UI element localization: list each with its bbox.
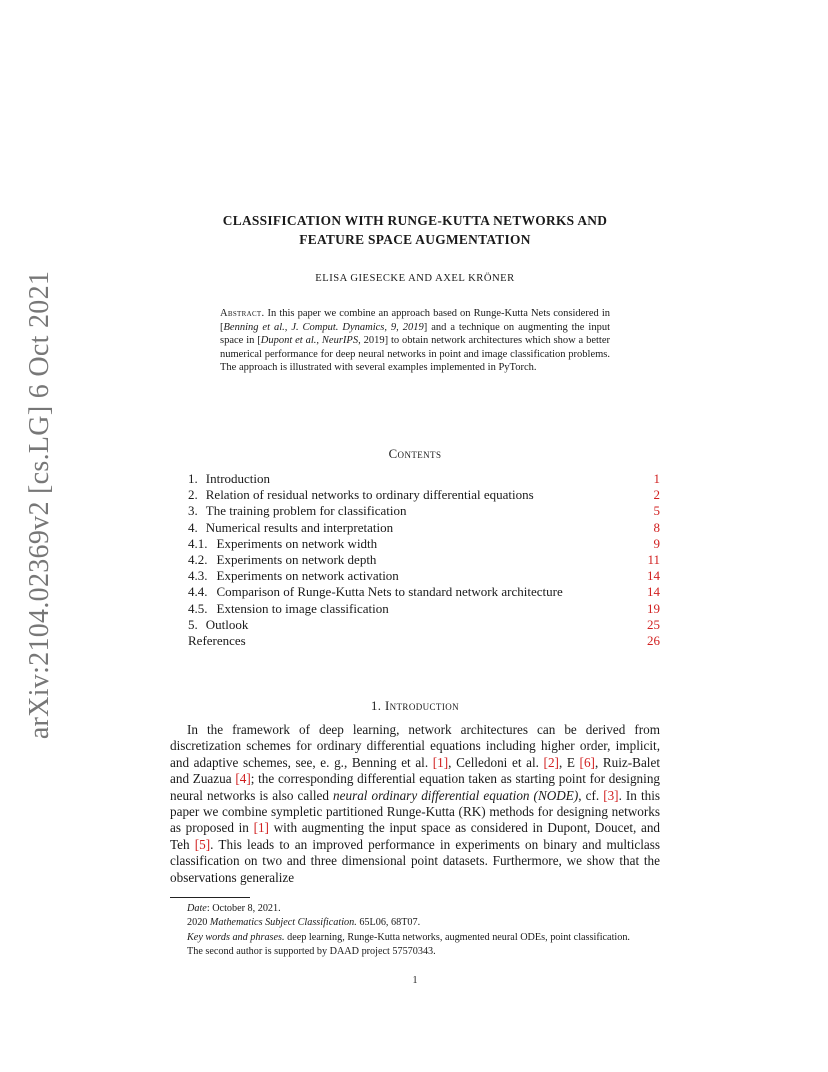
toc-entry-page-link[interactable]: 19 bbox=[647, 600, 660, 616]
toc-entry-number: 2. bbox=[188, 487, 198, 503]
toc-entry-page-link[interactable]: 14 bbox=[647, 584, 660, 600]
abstract-citation-1: Benning et al., J. Comput. Dynamics, 9, 2019 bbox=[223, 321, 424, 333]
intro-text: with augmenting the input space as considered in Dupont, Doucet, and Teh bbox=[170, 820, 661, 852]
section-heading-introduction: 1. Introduction bbox=[370, 699, 460, 713]
footnote-date-value: : October 8, 2021. bbox=[206, 903, 281, 914]
intro-text: , Celledoni et al. bbox=[448, 754, 544, 770]
toc-subentry bbox=[188, 568, 660, 584]
intro-emphasis: neural ordinary differential equation (NODE) bbox=[333, 787, 579, 803]
contents-heading: Contents bbox=[388, 447, 442, 461]
toc-entry bbox=[188, 617, 660, 633]
toc-entry-page-link[interactable]: 1 bbox=[653, 471, 660, 487]
intro-text: , cf. bbox=[578, 787, 604, 803]
toc-entry-title: Numerical results and interpretation bbox=[205, 519, 394, 535]
footnote-divider bbox=[170, 897, 250, 898]
footnote-date-label: Date bbox=[187, 903, 207, 914]
abstract-text-1: In this paper we combine an approach based on Runge-Kutta Nets considered in [ bbox=[220, 308, 610, 333]
toc-entry-title: Experiments on network width bbox=[216, 535, 378, 551]
toc-entry-title: Experiments on network activation bbox=[216, 568, 399, 584]
footnote-date bbox=[170, 902, 660, 916]
footnote-keywords bbox=[170, 931, 660, 945]
toc-entry-number: 4. bbox=[188, 519, 198, 535]
toc-entry-number: 1. bbox=[188, 471, 198, 487]
toc-entry-number: 4.2. bbox=[188, 552, 208, 568]
toc-entry-page-link[interactable]: 25 bbox=[647, 616, 660, 632]
intro-text: . In this paper we combine sympletic partitioned Runge-Kutta (RK) methods for designing networks as proposed in bbox=[170, 787, 660, 836]
page-number: 1 bbox=[412, 975, 418, 986]
toc-entry-page-link[interactable]: 26 bbox=[647, 632, 660, 648]
toc-entry-number: 5. bbox=[188, 616, 198, 632]
title-line-2: FEATURE SPACE AUGMENTATION bbox=[299, 232, 531, 247]
toc-subentry bbox=[188, 601, 660, 617]
introduction-paragraph bbox=[170, 722, 660, 886]
paper-title bbox=[170, 211, 660, 249]
toc-entry-page-link[interactable]: 8 bbox=[653, 519, 660, 535]
toc-entry bbox=[188, 487, 660, 503]
intro-text: . This leads to an improved performance in experiments on binary and multiclass classification on two and three dimensional point datasets. Furthermore, we show that the observations generalize bbox=[170, 836, 660, 885]
author-names: ELISA GIESECKE AND AXEL KRÖNER bbox=[315, 273, 515, 284]
toc-entry-title: Extension to image classification bbox=[216, 600, 389, 616]
toc-entry-page-link[interactable]: 9 bbox=[653, 535, 660, 551]
abstract-text-2: ] and a technique on augmenting the input space in [ bbox=[220, 321, 611, 347]
footnote-msc bbox=[170, 916, 660, 930]
intro-text: In the framework of deep learning, network architectures can be derived from discretization schemes for ordinary differential equations including higher order, implicit, and adaptive schemes, see, e. g., Benning et al. bbox=[170, 722, 660, 770]
intro-text: , E bbox=[558, 754, 580, 770]
toc-entry-title: Experiments on network depth bbox=[216, 552, 377, 568]
toc-entry-page-link[interactable]: 5 bbox=[653, 503, 660, 519]
toc-entry-number: 4.1. bbox=[188, 535, 208, 551]
toc-entry-page-link[interactable]: 2 bbox=[653, 487, 660, 503]
toc-entry-title: Introduction bbox=[205, 471, 271, 487]
footnote-msc-year: 2020 bbox=[187, 917, 210, 929]
toc-entry-title: The training problem for classification bbox=[205, 503, 407, 519]
toc-entry-title: References bbox=[188, 632, 246, 648]
toc-entry-page-link[interactable]: 11 bbox=[647, 552, 660, 568]
citation-link[interactable]: [6] bbox=[579, 754, 595, 770]
toc-entry bbox=[188, 471, 660, 487]
footnote-msc-value: 65L06, 68T07. bbox=[356, 917, 421, 929]
citation-link[interactable]: [4] bbox=[235, 771, 251, 787]
abstract-block bbox=[220, 307, 610, 375]
toc-entry bbox=[188, 520, 660, 536]
abstract-label: Abstract. bbox=[220, 308, 265, 319]
toc-entry-number: 4.5. bbox=[188, 600, 208, 616]
citation-link[interactable]: [3] bbox=[603, 787, 619, 803]
footnote-support: The second author is supported by DAAD project 57570343. bbox=[187, 946, 436, 958]
toc-subentry bbox=[188, 584, 660, 600]
intro-text: ; the corresponding differential equation taken as starting point for designing neural networks is also called bbox=[170, 771, 661, 803]
toc-entry-number: 3. bbox=[188, 503, 198, 519]
citation-link[interactable]: [1] bbox=[253, 820, 269, 836]
citation-link[interactable]: [2] bbox=[543, 754, 559, 770]
title-line-1: CLASSIFICATION WITH RUNGE-KUTTA NETWORKS AND bbox=[222, 213, 608, 228]
toc-entry-title: Outlook bbox=[205, 616, 249, 632]
toc-entry bbox=[188, 633, 660, 649]
toc-subentry bbox=[188, 536, 660, 552]
abstract-citation-2: Dupont et al., NeurIPS bbox=[260, 335, 359, 347]
arxiv-identifier-stamp: arXiv:2104.02369v2 [cs.LG] 6 Oct 2021 bbox=[24, 270, 55, 740]
toc-entry-page-link[interactable]: 14 bbox=[647, 568, 660, 584]
abstract-text-3: , 2019] to obtain network architectures which show a better numerical performance for deep neural networks in point and image classification problems. The approach is illustrated with several examples implemented in PyTorch. bbox=[220, 335, 611, 374]
footnote-keywords-value: deep learning, Runge-Kutta networks, augmented neural ODEs, point classification. bbox=[284, 931, 630, 943]
citation-link[interactable]: [1] bbox=[432, 754, 449, 770]
footnotes bbox=[170, 902, 660, 960]
footnote-msc-label: Mathematics Subject Classification. bbox=[209, 917, 357, 929]
toc-entry-number: 4.4. bbox=[188, 584, 208, 600]
footnote-keywords-label: Key words and phrases. bbox=[187, 931, 285, 943]
toc-entry bbox=[188, 503, 660, 519]
toc-entry-title: Comparison of Runge-Kutta Nets to standard network architecture bbox=[216, 584, 563, 600]
toc-subentry bbox=[188, 552, 660, 568]
toc-entry-number: 4.3. bbox=[188, 568, 208, 584]
intro-text: , Ruiz-Balet and Zuazua bbox=[170, 754, 660, 787]
citation-link[interactable]: [5] bbox=[194, 836, 211, 852]
table-of-contents bbox=[188, 471, 660, 649]
toc-entry-title: Relation of residual networks to ordinary differential equations bbox=[205, 487, 534, 503]
